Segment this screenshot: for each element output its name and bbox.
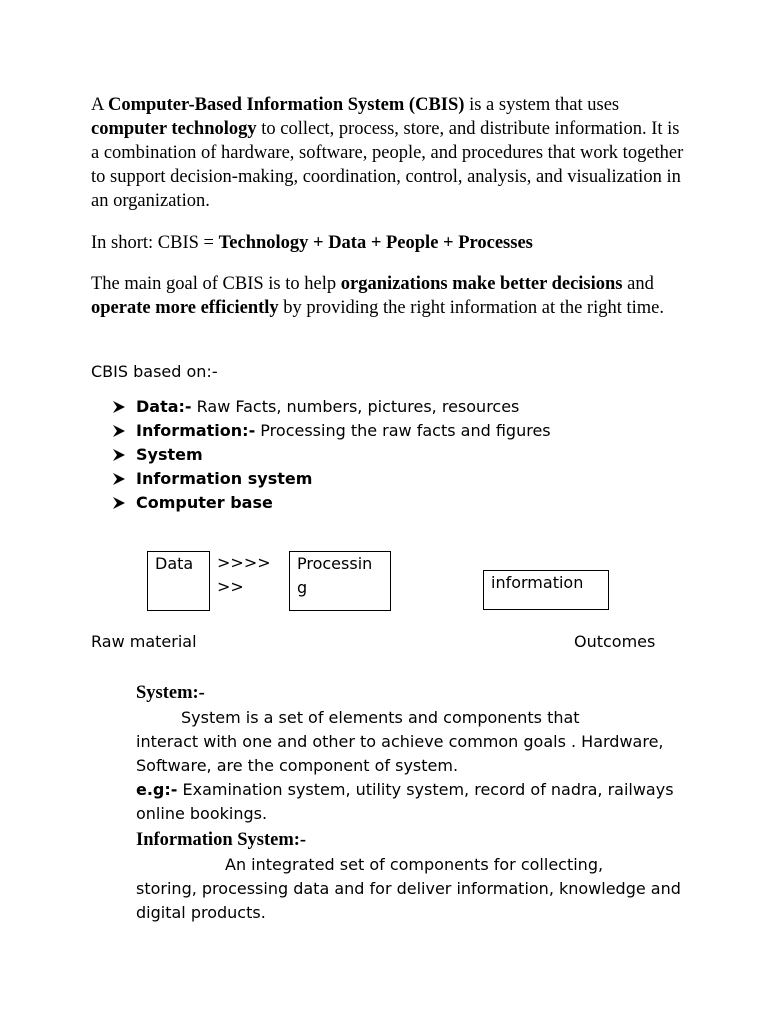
- arrowhead-bullet-icon: [112, 400, 126, 414]
- information-system-definition: An integrated set of components for collecting, storing, processing data and for deliver information, knowledge and digital products.: [136, 855, 681, 922]
- list-item: Computer base: [112, 491, 551, 515]
- information-system-heading: Information System:-: [136, 830, 307, 850]
- based-on-heading: CBIS based on:-: [91, 362, 218, 381]
- list-item: System: [112, 443, 551, 467]
- list-item: Information:- Processing the raw facts and figures: [112, 419, 551, 443]
- arrowhead-bullet-icon: [112, 496, 126, 510]
- system-examples: e.g:- Examination system, utility system, record of nadra, railways online bookings.: [136, 780, 674, 823]
- intro-paragraph: A Computer-Based Information System (CBIS) is a system that uses computer technology to collect, process, store, and distribute information. It is a combination of hardware, software, people, and procedures that work together to support decision-making, coordination, control, analysis, and visualization in an organization.: [91, 95, 684, 211]
- cbis-term: Computer-Based Information System (CBIS): [107, 95, 465, 115]
- arrowhead-bullet-icon: [112, 448, 126, 462]
- information-box: information: [483, 570, 609, 610]
- raw-material-label: Raw material: [91, 632, 197, 651]
- outcomes-label: Outcomes: [574, 632, 656, 651]
- processing-box: Processin g: [289, 551, 391, 611]
- goal-paragraph: The main goal of CBIS is to help organizations make better decisions and operate more efficiently by providing the right information at the right time.: [91, 274, 665, 318]
- system-heading: System:-: [136, 683, 205, 703]
- system-definition: System is a set of elements and components that interact with one and other to achieve common goals . Hardware, Software, are the component of system.: [136, 708, 664, 775]
- computer-technology-term: computer technology: [91, 119, 257, 139]
- arrowhead-bullet-icon: [112, 424, 126, 438]
- short-definition: In short: CBIS = Technology + Data + People + Processes: [91, 233, 533, 253]
- list-item: Information system: [112, 467, 551, 491]
- flow-arrows: >>>> >>: [217, 553, 271, 596]
- data-box: Data: [147, 551, 210, 611]
- arrowhead-bullet-icon: [112, 472, 126, 486]
- cbis-bullet-list: [112, 395, 551, 515]
- list-item: Data:- Raw Facts, numbers, pictures, resources: [112, 395, 551, 419]
- cbis-formula: Technology + Data + People + Processes: [218, 233, 533, 253]
